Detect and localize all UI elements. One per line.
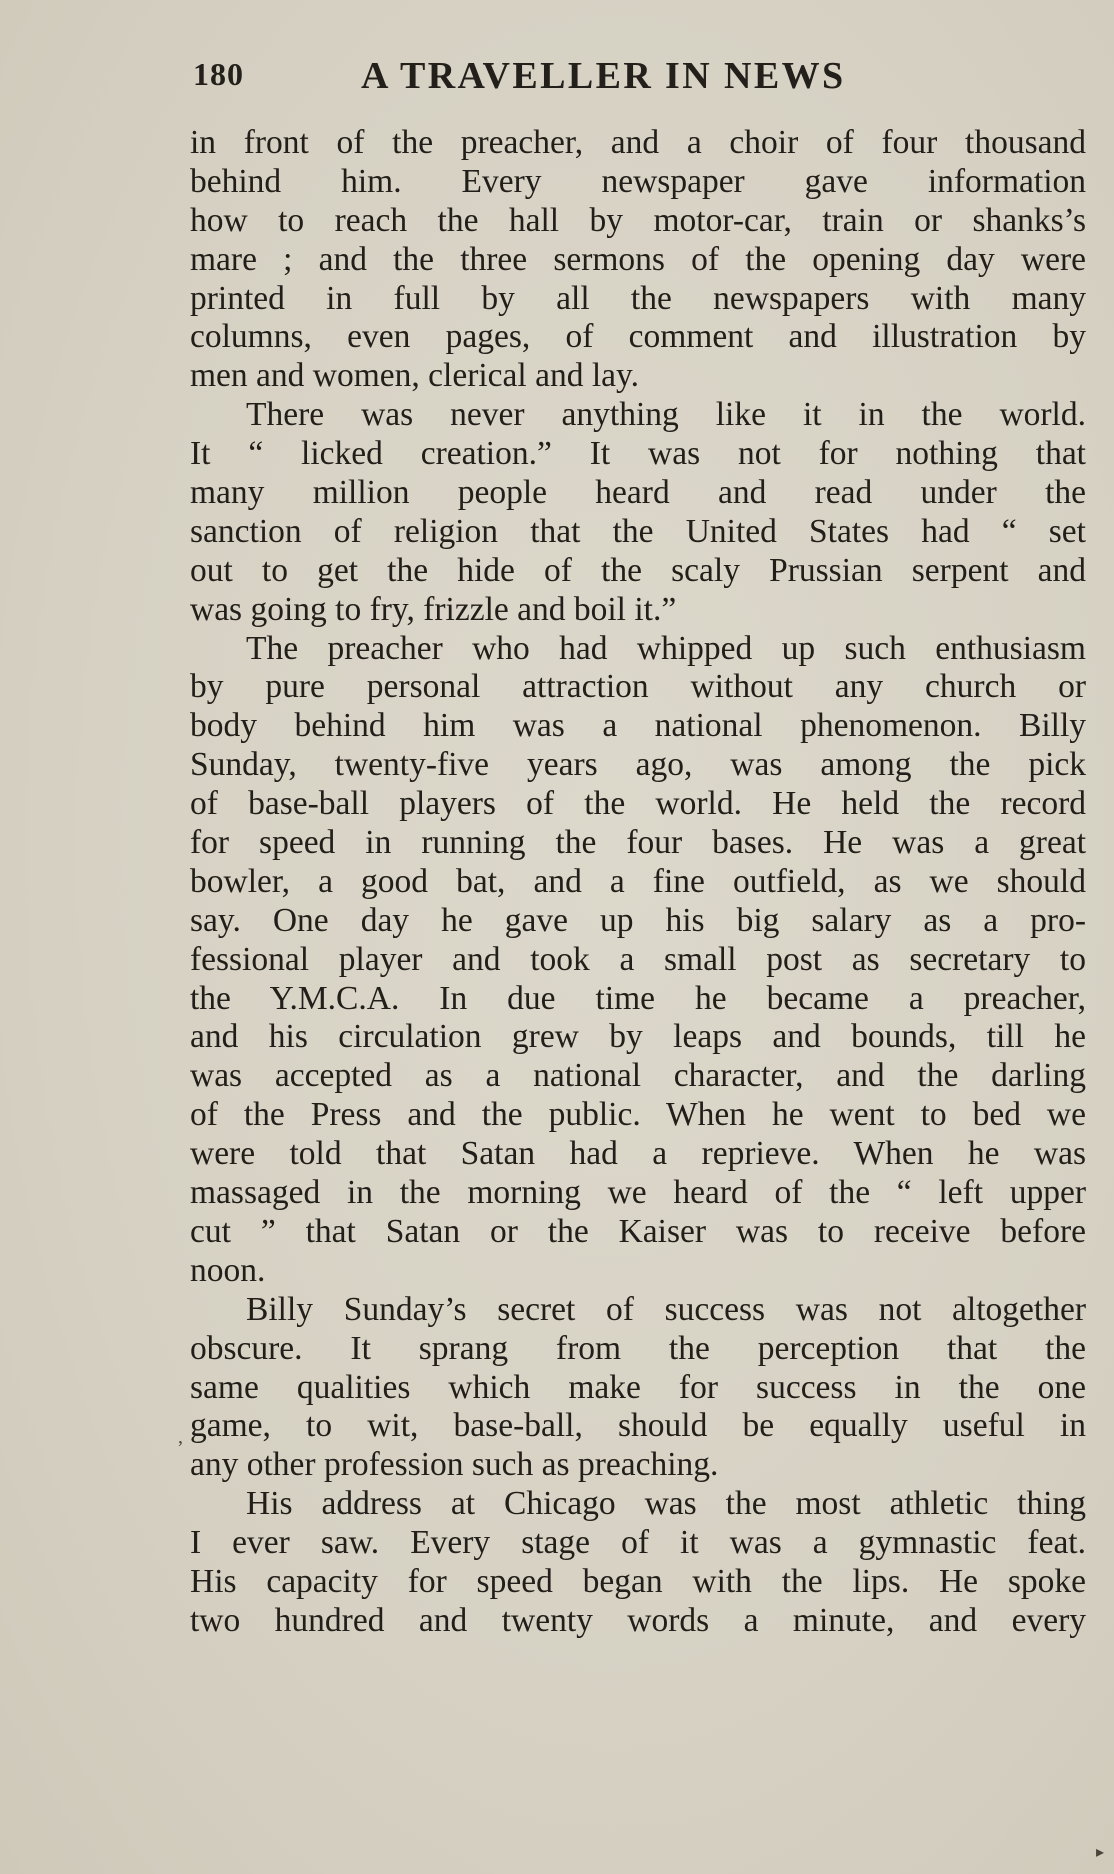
text-line: men and women, clerical and lay. xyxy=(190,357,639,395)
running-head xyxy=(193,50,923,104)
text-line: in front of the preacher, and a choir of four thousand xyxy=(190,124,1086,161)
text-line: body behind him was a national phenomenon. Billy xyxy=(190,707,1086,745)
text-line: of base-ball players of the world. He held the record xyxy=(190,785,1086,823)
text-line: were told that Satan had a reprieve. When he was xyxy=(190,1135,1086,1173)
text-line: many million people heard and read under the xyxy=(190,474,1086,512)
text-line: mare ; and the three sermons of the opening day were xyxy=(190,240,1086,278)
paragraph-start-line: The preacher who had whipped up such enthusiasm xyxy=(246,629,1086,667)
text-line: behind him. Every newspaper gave information xyxy=(190,162,1086,200)
text-line: two hundred and twenty words a minute, and every xyxy=(190,1601,1086,1639)
text-line: sanction of religion that the United States had “ set xyxy=(190,512,1086,550)
text-line: Sunday, twenty-five years ago, was among the pick xyxy=(190,746,1086,784)
text-line: was going to fry, frizzle and boil it.” xyxy=(190,590,677,628)
text-line: columns, even pages, of comment and illustration by xyxy=(190,318,1086,356)
text-line: the Y.M.C.A. In due time he became a preacher, xyxy=(190,979,1086,1017)
page-number: 180 xyxy=(193,56,244,92)
text-line: massaged in the morning we heard of the “ left upper xyxy=(190,1174,1086,1212)
margin-mark-left: , xyxy=(178,1426,183,1448)
text-line: of the Press and the public. When he went to bed we xyxy=(190,1096,1086,1134)
text-line: was accepted as a national character, and the darling xyxy=(190,1057,1086,1095)
text-line: how to reach the hall by motor-car, train or shanks’s xyxy=(190,201,1086,239)
paragraph-start-line: His address at Chicago was the most athletic thing xyxy=(246,1485,1086,1523)
text-line: say. One day he gave up his big salary as a pro- xyxy=(190,901,1086,939)
text-line: and his circulation grew by leaps and bounds, till he xyxy=(190,1018,1086,1056)
text-line: same qualities which make for success in the one xyxy=(190,1368,1086,1406)
book-title: A TRAVELLER IN NEWS xyxy=(361,55,846,97)
text-line: any other profession such as preaching. xyxy=(190,1446,719,1484)
paragraph-start-line: There was never anything like it in the world. xyxy=(246,396,1086,434)
text-line: I ever saw. Every stage of it was a gymnastic feat. xyxy=(190,1524,1086,1562)
text-line: bowler, a good bat, and a fine outfield, as we should xyxy=(190,862,1086,900)
text-line: for speed in running the four bases. He was a great xyxy=(190,824,1086,862)
text-line: cut ” that Satan or the Kaiser was to receive before xyxy=(190,1212,1086,1250)
text-line: fessional player and took a small post as secretary to xyxy=(190,940,1086,978)
body-text xyxy=(190,124,1086,1641)
text-line: obscure. It sprang from the perception that the xyxy=(190,1329,1086,1367)
text-line: His capacity for speed began with the lips. He spoke xyxy=(190,1562,1086,1600)
text-line: game, to wit, base-ball, should be equally useful in xyxy=(190,1407,1086,1445)
margin-arrow-icon: ▸ xyxy=(1096,1844,1105,1861)
text-line: out to get the hide of the scaly Prussian serpent and xyxy=(190,551,1086,589)
text-line: noon. xyxy=(190,1251,266,1289)
paragraph-start-line: Billy Sunday’s secret of success was not altogether xyxy=(246,1290,1086,1328)
text-line: It “ licked creation.” It was not for nothing that xyxy=(190,435,1086,473)
text-line: by pure personal attraction without any church or xyxy=(190,668,1086,706)
text-line: printed in full by all the newspapers with many xyxy=(190,279,1086,317)
